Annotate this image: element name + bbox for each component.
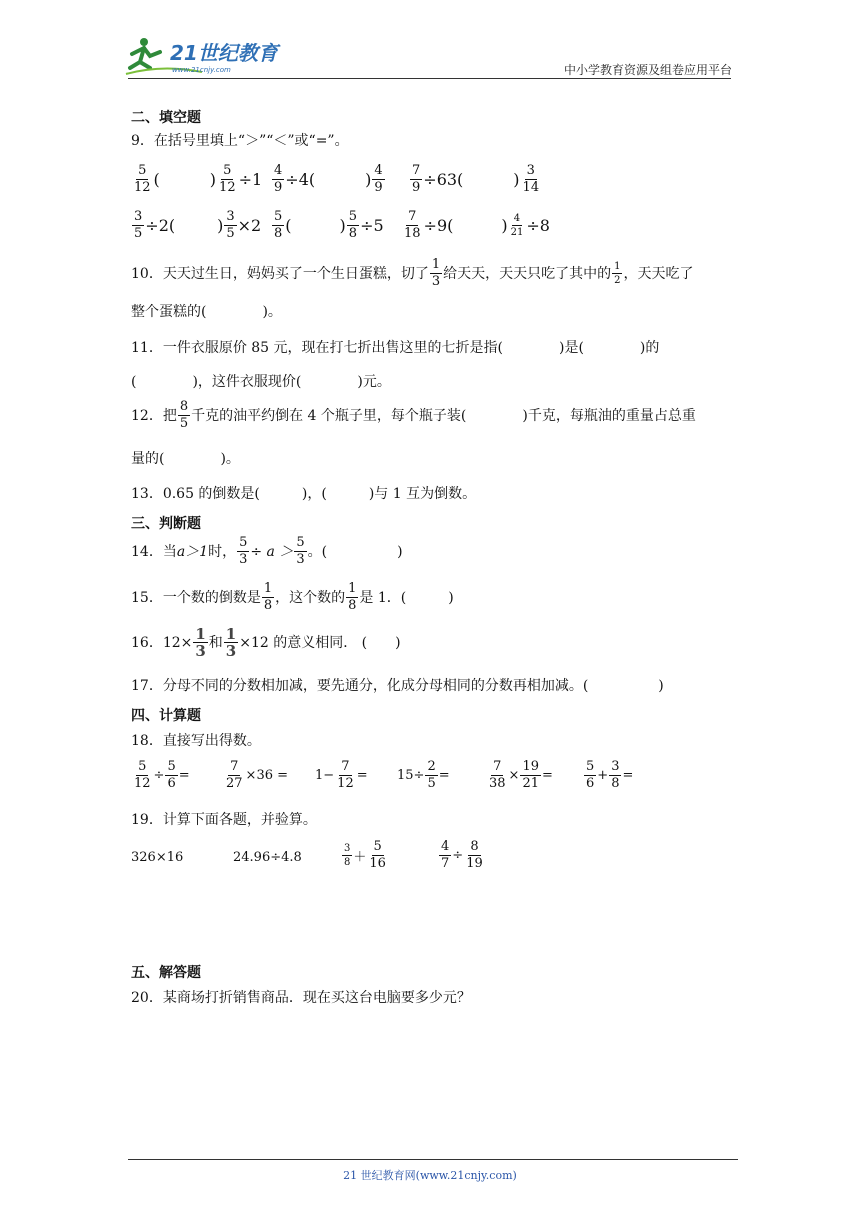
footer-text[interactable]: 21 世纪教育网(www.21cnjy.com) xyxy=(343,1169,517,1182)
q12-line1: 12．把 $\frac{8}{5}$ 千克的油平约倒在 4 个瓶子里，每个瓶子装( )千克，每瓶油的重量占总重 xyxy=(131,399,696,431)
q10-line2: 整个蛋糕的( )。 xyxy=(131,304,282,320)
site-logo xyxy=(122,34,292,78)
q18-stem: 18．直接写出得数。 xyxy=(131,733,261,749)
header-platform-text: 中小学教育资源及组卷应用平台 xyxy=(563,63,732,77)
logo-text: 21世纪教育 xyxy=(170,41,278,65)
q10-line1: 10．天天过生日，妈妈买了一个生日蛋糕，切了 $\frac{1}{3}$ 给天天，天天只吃了其中的 $\frac{1}{2}$ ，天天吃了 xyxy=(131,257,694,289)
q19-expr-2: 24.96÷4.8 xyxy=(233,850,302,865)
q18-item-1: $\frac{5}{12}$ ÷ $\frac{5}{6}$ = xyxy=(134,759,190,791)
q12-line2: 量的( )。 xyxy=(131,451,240,467)
header-divider xyxy=(128,78,731,79)
q18-item-2: $\frac{7}{27}$ ×36 = xyxy=(226,759,289,791)
q19-expr-4: $\frac{4}{7}$ ÷ $\frac{8}{19}$ xyxy=(441,839,483,871)
q9-r2-b: $\frac{5}{8}$ ( ) $\frac{5}{8}$ ÷5 xyxy=(274,209,384,241)
footer-divider xyxy=(128,1159,738,1160)
q9-row1 xyxy=(131,162,731,202)
q9-r2-c: $\frac{7}{18}$ ÷9( ) $\frac{4}{21}$ ÷8 xyxy=(404,209,550,241)
q18-items xyxy=(131,760,731,800)
q9-r1-a: $\frac{5}{12}$ ( ) $\frac{5}{12}$ ÷1 xyxy=(134,163,263,195)
section-calc-title: 四、计算题 xyxy=(131,708,201,724)
q16: 16．12× $\frac{1}{3}$ 和 $\frac{1}{3}$ ×12 的意义相同． ( ) xyxy=(131,625,401,660)
q20: 20．某商场打折销售商品．现在买这台电脑要多少元？ xyxy=(131,990,471,1006)
section-solve-title: 五、解答题 xyxy=(131,965,201,981)
q9-stem: 9．在括号里填上“＞”“＜”或“=”。 xyxy=(131,133,349,149)
q19-exprs xyxy=(131,840,731,880)
q19-stem: 19．计算下面各题，并验算。 xyxy=(131,812,317,828)
q9-r1-c: $\frac{7}{9}$ ÷63( ) $\frac{3}{14}$ xyxy=(412,163,540,195)
q15: 15．一个数的倒数是 $\frac{1}{8}$ ，这个数的 $\frac{1}{8}$ 是 1．( ) xyxy=(131,581,454,613)
q9-r1-b: $\frac{4}{9}$ ÷4( ) $\frac{4}{9}$ xyxy=(274,163,383,195)
q9-r2-a: $\frac{3}{5}$ ÷2( ) $\frac{3}{5}$ ×2 xyxy=(134,209,262,241)
q13: 13．0.65 的倒数是( )，( )与 1 互为倒数。 xyxy=(131,486,477,502)
q18-item-6: $\frac{5}{6}$ + $\frac{3}{8}$ = xyxy=(586,759,634,791)
svg-text:www.21cnjy.com: www.21cnjy.com xyxy=(172,66,231,74)
q11-line1: 11．一件衣服原价 85 元，现在打七折出售这里的七折是指( )是( )的 xyxy=(131,340,660,356)
q14: 14．当 a＞1 时， $\frac{5}{3}$ ÷ a ＞ $\frac{5}{3}$ 。( ) xyxy=(131,535,403,567)
q18-item-5: $\frac{7}{38}$ × $\frac{19}{21}$ = xyxy=(489,759,553,791)
q18-item-3: 1− $\frac{7}{12}$ = xyxy=(315,759,368,791)
q11-line2: ( )，这件衣服现价( )元。 xyxy=(131,374,391,390)
q18-item-4: 15÷ $\frac{2}{5}$ = xyxy=(397,759,450,791)
q17: 17．分母不同的分数相加减，要先通分，化成分母相同的分数再相加减。( ) xyxy=(131,678,664,694)
q19-expr-1: 326×16 xyxy=(131,850,184,865)
q9-row2 xyxy=(131,208,731,248)
section-judge-title: 三、判断题 xyxy=(131,516,201,532)
section-fill-title: 二、填空题 xyxy=(131,110,201,126)
q19-expr-3: $\frac{3}{8}$ ＋ $\frac{5}{16}$ xyxy=(344,839,386,871)
